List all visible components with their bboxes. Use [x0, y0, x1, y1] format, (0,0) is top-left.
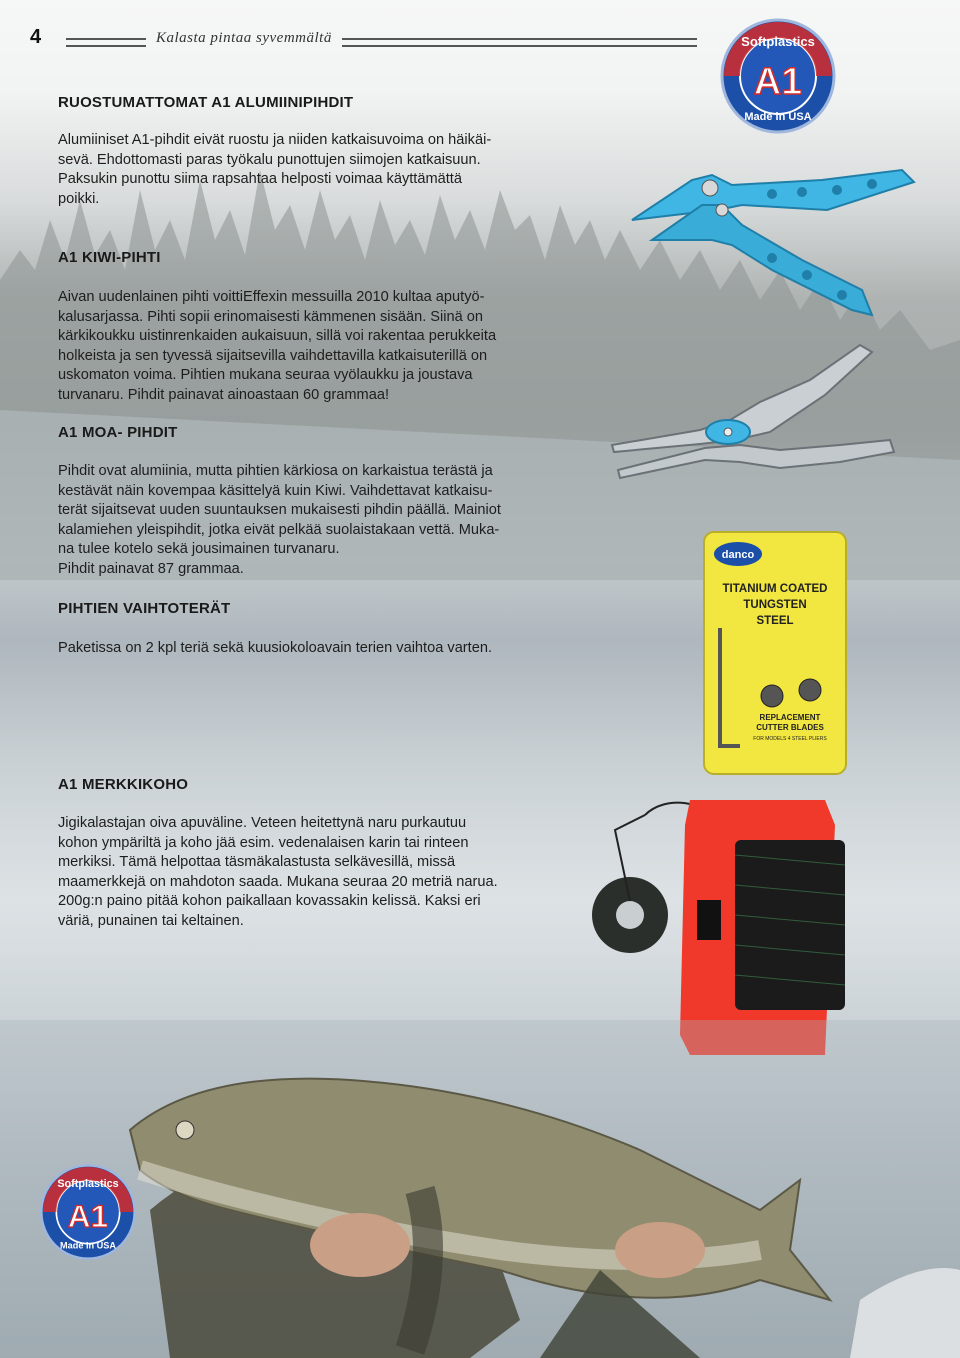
zander-catch-photo — [0, 1020, 960, 1358]
header-title: Kalasta pintaa syvemmältä — [156, 30, 332, 46]
section-body-rust-free-pliers: Alumiiniset A1-pihdit eivät ruostu ja niiden katkaisuvoima on häikäi- sevä. Ehdottomasti paras työkalu punottujen siimojen katkaisuun. Paksukin punottu siima rapsahtaa helposti voimaa käyttämättä poikki. — [58, 132, 492, 207]
blade-card-line5: CUTTER BLADES — [756, 723, 824, 732]
section-body-replacement-blades: Paketissa on 2 kpl teriä sekä kuusiokoloavain terien vaihtoa varten. — [58, 640, 493, 656]
section-heading-marker-buoy: A1 MERKKIKOHO — [58, 776, 189, 793]
section-heading-rust-free-pliers: RUOSTUMATTOMAT A1 ALUMIINIPIHDIT — [58, 94, 354, 111]
section-heading-moa-pliers: A1 MOA- PIHDIT — [58, 424, 178, 441]
a1-logo-top — [718, 16, 838, 136]
logo-brand-bottom: Made in USA — [744, 111, 812, 123]
blade-card-image — [700, 528, 850, 778]
blade-card-line4: REPLACEMENT — [759, 713, 821, 722]
logo-brand-center: A1 — [753, 61, 803, 103]
logo-brand-bottom-bottom: Made in USA — [60, 1240, 116, 1251]
blade-card-line6: FOR MODELS 4 STEEL PLIERS — [753, 736, 827, 742]
section-body-moa-pliers: Pihdit ovat alumiinia, mutta pihtien kärkiosa on karkaistua terästä ja kestävät näin kovempaa käsittelyä kuin Kiwi. Vaihdettavat katkaisu- terät sijaitsevat uuden suuntauksen mukaisesti pihdin päällä. Mainiot kalamiehen yleispihdit, jotka eivät pelkää suolaistakaan vettä. Muka- na tulee kotelo sekä jousimainen turvanaru. Pihdit painavat 87 grammaa. — [58, 463, 501, 577]
section-heading-replacement-blades: PIHTIEN VAIHTOTERÄT — [58, 600, 231, 617]
section-body-marker-buoy: Jigikalastajan oiva apuväline. Veteen heitettynä naru purkautuu kohon ympäriltä ja koho jää esim. vedenalaisen karin tai rinteen merkiksi. Tämä helpottaa täsmäkalastusta selkävesillä, missä maamerkkejä on mahdoton saada. Mukana seuraa 20 metriä narua. 200g:n paino pitää kohon paikallaan kovassakin kelissä. Kaksi eri väriä, punainen tai keltainen. — [58, 815, 498, 929]
blade-card-brand: danco — [721, 549, 755, 561]
kiwi-pliers-image — [622, 150, 922, 325]
logo-brand-center-bottom: A1 — [67, 1198, 109, 1234]
a1-logo-bottom — [38, 1162, 138, 1262]
logo-brand-top-bottom: Softplastics — [57, 1178, 119, 1190]
moa-pliers-image — [610, 340, 910, 480]
section-heading-kiwi-pliers: A1 KIWI-PIHTI — [58, 249, 161, 266]
blade-card-line1: TITANIUM COATED — [722, 583, 828, 595]
header-rule-right — [342, 38, 697, 47]
blade-card-line2: TUNGSTEN — [743, 599, 807, 611]
page-number: 4 — [30, 26, 42, 48]
section-body-kiwi-pliers: Aivan uudenlainen pihti voittiEffexin messuilla 2010 kultaa aputyö- kalusarjassa. Pihti sopii erinomaisesti kämmenen sisään. Siinä on kärkikoukku uistinrenkaiden aukaisuun, sillä voi rakentaa perukkeita holkeista ja sen tyvessä sijaitsevilla vaihdettavilla katkaisuterillä on uskomaton voima. Pihtien mukana seuraa vyölaukku ja joustava turvanaru. Pihdit painavat ainoastaan 60 grammaa! — [58, 289, 497, 403]
logo-brand-top: Softplastics — [741, 34, 815, 49]
header-rule-left — [66, 38, 146, 47]
blade-card-line3: STEEL — [756, 615, 794, 627]
